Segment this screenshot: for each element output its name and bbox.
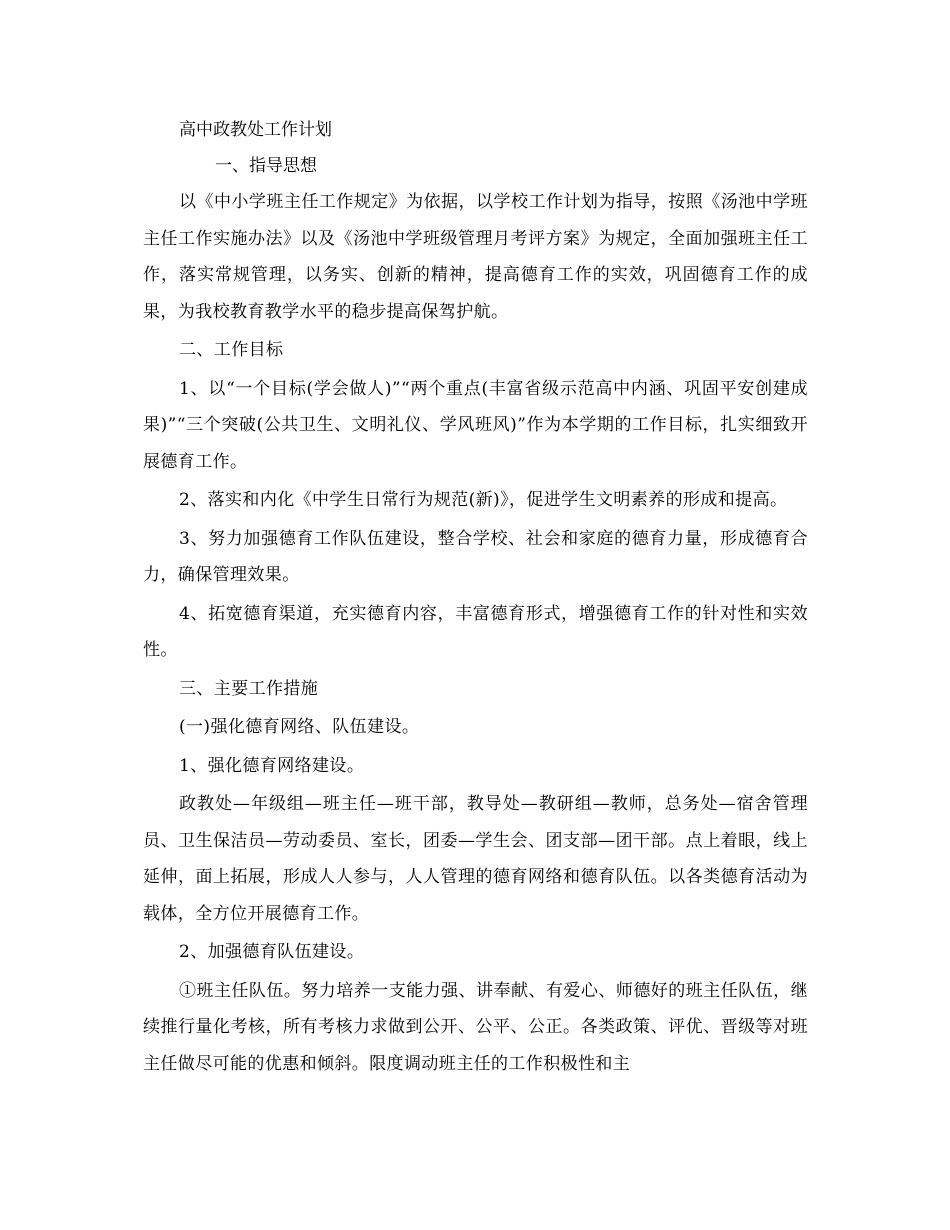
goal-item-4: 4、拓宽德育渠道，充实德育内容，丰富德育形式，增强德育工作的针对性和实效性。 (143, 603, 808, 660)
paragraph-team: ①班主任队伍。努力培养一支能力强、讲奉献、有爱心、师德好的班主任队伍，继续推行量化考核，所有考核力求做到公开、公平、公正。各类政策、评优、晋级等对班主任做尽可能的优惠和倾斜。限度调动班主任的工作积极性和主 (143, 980, 808, 1074)
document-page (143, 112, 808, 1084)
section-heading-main-measures: 三、主要工作措施 (179, 678, 319, 699)
paragraph-network: 政教处—年级组—班主任—班干部，教导处—教研组—教师，总务处—宿舍管理员、卫生保洁员—劳动委员、室长，团委—学生会、团支部—团干部。点上着眼，线上延伸，面上拓展，形成人人参与，人人管理的德育网络和德育队伍。以各类德育活动为载体，全方位开展德育工作。 (143, 794, 808, 924)
document-title: 高中政教处工作计划 (179, 120, 332, 140)
section-heading-guiding-ideology: 一、指导思想 (215, 156, 317, 176)
goal-item-1: 1、以“一个目标(学会做人)”“两个重点(丰富省级示范高中内涵、巩固平安创建成果)”“三个突破(公共卫生、文明礼仪、学风班风)”作为本学期的工作目标，扎实细致开展德育工作。 (143, 378, 808, 472)
subsection-heading-network-team: (一)强化德育网络、队伍建设。 (179, 717, 420, 737)
item-heading-network: 1、强化德育网络建设。 (179, 755, 365, 776)
section-heading-work-goals: 二、工作目标 (179, 340, 284, 360)
goal-item-2: 2、落实和内化《中学生日常行为规范(新)》，促进学生文明素养的形成和提高。 (179, 490, 788, 510)
item-heading-team: 2、加强德育队伍建设。 (179, 942, 365, 962)
paragraph-guiding-ideology: 以《中小学班主任工作规定》为依据，以学校工作计划为指导，按照《汤池中学班主任工作实施办法》以及《汤池中学班级管理月考评方案》为规定，全面加强班主任工作，落实常规管理，以务实、创新的精神，提高德育工作的实效，巩固德育工作的成果，为我校教育教学水平的稳步提高保驾护航。 (143, 192, 808, 322)
goal-item-3: 3、努力加强德育工作队伍建设，整合学校、社会和家庭的德育力量，形成德育合力，确保管理效果。 (143, 528, 808, 585)
